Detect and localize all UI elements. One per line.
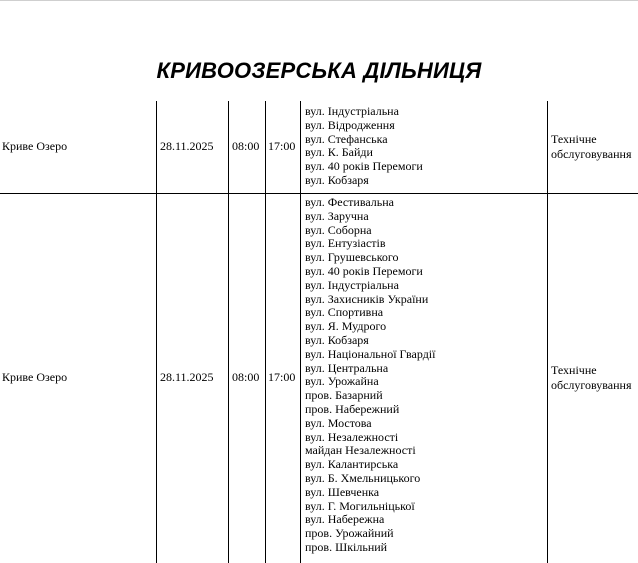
street-item: вул. 40 років Перемоги: [305, 263, 423, 278]
street-item: вул. Ентузіастів: [305, 236, 386, 251]
street-item: пров. Шкільний: [305, 539, 388, 554]
end-time-cell: 17:00: [268, 370, 296, 384]
column-divider: [156, 194, 157, 563]
column-divider: [265, 194, 266, 563]
column-divider: [228, 101, 229, 193]
street-item: вул. Індустріальна: [305, 277, 399, 292]
street-item: вул. Соборна: [305, 222, 372, 237]
street-item: вул. Г. Могильніцької: [305, 498, 415, 513]
work-type-line: обслуговування: [551, 378, 632, 392]
street-item: пров. Урожайний: [305, 526, 394, 541]
street-item: вул. Індустріальна: [305, 104, 399, 118]
street-item: вул. Національної Гвардії: [305, 346, 436, 361]
date-cell: 28.11.2025: [160, 370, 214, 384]
column-divider: [228, 194, 229, 563]
streets-cell: [305, 196, 435, 555]
column-divider: [300, 194, 301, 563]
settlement-cell: Криве Озеро: [2, 370, 68, 384]
street-item: вул. Грушевського: [305, 250, 399, 265]
street-item: вул. Відродження: [305, 117, 395, 132]
column-divider: [156, 101, 157, 193]
street-item: вул. Незалежності: [305, 429, 399, 444]
work-type-cell: [551, 132, 632, 162]
street-item: вул. Кобзаря: [305, 332, 369, 347]
streets-cell: [305, 105, 423, 188]
street-item: вул. Урожайна: [305, 374, 379, 389]
street-item: вул. Я. Мудрого: [305, 319, 387, 334]
street-item: вул. К. Байди: [305, 145, 373, 160]
column-divider: [547, 101, 548, 193]
street-item: вул. Стефанська: [305, 131, 388, 146]
column-divider: [547, 194, 548, 563]
street-item: вул. Заручна: [305, 208, 369, 223]
column-divider: [265, 101, 266, 193]
street-item: майдан Незалежності: [305, 443, 416, 458]
date-cell: 28.11.2025: [160, 139, 214, 153]
street-item: вул. Центральна: [305, 360, 389, 375]
street-item: вул. Спортивна: [305, 305, 384, 320]
start-time-cell: 08:00: [232, 370, 260, 384]
street-item: вул. Мостова: [305, 415, 372, 430]
column-divider: [300, 101, 301, 193]
street-item: вул. Фестивальна: [305, 195, 394, 209]
work-type-cell: [551, 363, 632, 393]
end-time-cell: 17:00: [268, 139, 296, 153]
street-item: пров. Набережний: [305, 401, 400, 416]
work-type-line: обслуговування: [551, 147, 632, 161]
street-item: вул. Калантирська: [305, 457, 399, 472]
street-item: вул. Шевченка: [305, 484, 380, 499]
start-time-cell: 08:00: [232, 139, 260, 153]
settlement-cell: Криве Озеро: [2, 139, 68, 153]
work-type-line: Технічне: [551, 363, 597, 377]
street-item: вул. Б. Хмельницького: [305, 470, 421, 485]
table-row: [0, 101, 638, 193]
street-item: вул. 40 років Перемоги: [305, 159, 423, 174]
work-type-line: Технічне: [551, 132, 597, 146]
street-item: вул. Захисників України: [305, 291, 429, 306]
street-item: пров. Базарний: [305, 388, 383, 403]
street-item: вул. Набережна: [305, 512, 385, 527]
street-item: вул. Кобзаря: [305, 172, 369, 187]
page-title: КРИВООЗЕРСЬКА ДІЛЬНИЦЯ: [156, 58, 482, 83]
table-row: [0, 194, 638, 563]
top-border: [0, 0, 638, 1]
